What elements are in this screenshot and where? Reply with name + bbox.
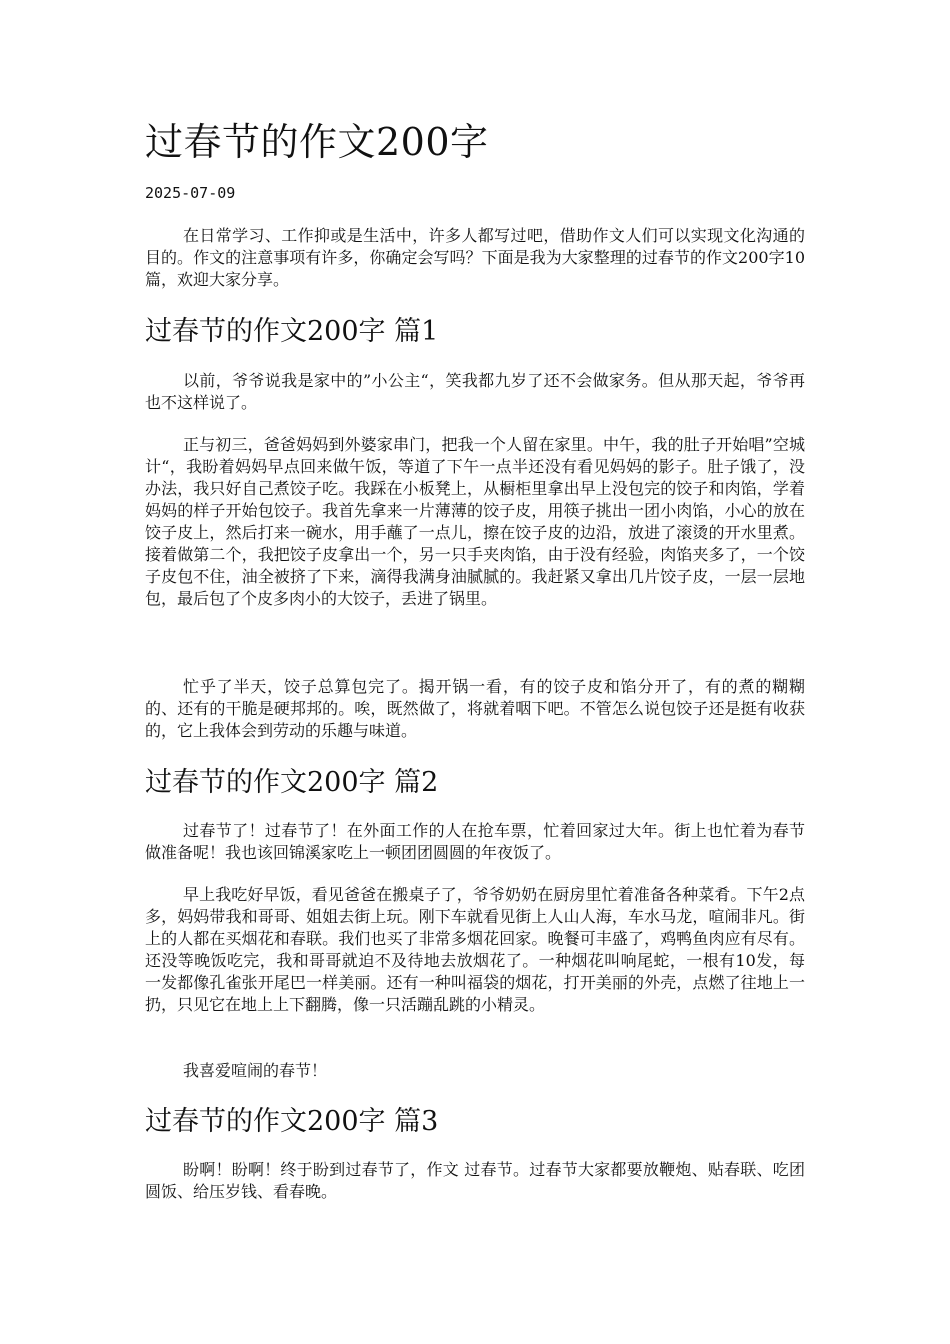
section-heading-2: 过春节的作文200字 篇2 xyxy=(145,767,439,798)
intro-paragraph: 在日常学习、工作抑或是生活中，许多人都写过吧，借助作文人们可以实现文化沟通的目的。作文的注意事项有许多，你确定会写吗？下面是我为大家整理的过春节的作文200字10篇，欢迎大家分享。 xyxy=(145,226,805,289)
section-2-paragraph-3: 我喜爱喧闹的春节！ xyxy=(183,1061,328,1080)
section-2-paragraph-2: 早上我吃好早饭，看见爸爸在搬桌子了，爷爷奶奶在厨房里忙着准备各种菜肴。下午2点多，妈妈带我和哥哥、姐姐去街上玩。刚下车就看见街上人山人海，车水马龙，喧闹非凡。街上的人都在买烟花和春联。我们也买了非常多烟花回家。晚餐可丰盛了，鸡鸭鱼肉应有尽有。还没等晚饭吃完，我和哥哥就迫不及待地去放烟花了。一种烟花叫响尾蛇，一根有10发，每一发都像孔雀张开尾巴一样美丽。还有一种叫福袋的烟花，打开美丽的外壳，点燃了往地上一扔，只见它在地上上下翻腾，像一只活蹦乱跳的小精灵。 xyxy=(145,885,805,1014)
document-title: 过春节的作文200字 xyxy=(145,120,489,164)
section-3-paragraph-1: 盼啊！盼啊！终于盼到过春节了，作文 过春节。过春节大家都要放鞭炮、贴春联、吃团圆饭、给压岁钱、看春晚。 xyxy=(145,1160,805,1201)
section-2-paragraph-1: 过春节了！过春节了！在外面工作的人在抢车票，忙着回家过大年。街上也忙着为春节做准备呢！我也该回锦溪家吃上一顿团团圆圆的年夜饭了。 xyxy=(145,821,805,862)
section-1-paragraph-1: 以前，爷爷说我是家中的”小公主“，笑我都九岁了还不会做家务。但从那天起，爷爷再也不这样说了。 xyxy=(145,371,805,412)
section-heading-1: 过春节的作文200字 篇1 xyxy=(145,316,439,347)
section-1-paragraph-2: 正与初三，爸爸妈妈到外婆家串门，把我一个人留在家里。中午，我的肚子开始唱”空城计“，我盼着妈妈早点回来做午饭，等道了下午一点半还没有看见妈妈的影子。肚子饿了，没办法，我只好自己煮饺子吃。我踩在小板凳上，从橱柜里拿出早上没包完的饺子和肉馅，学着妈妈的样子开始包饺子。我首先拿来一片薄薄的饺子皮，用筷子挑出一团小肉馅，小心的放在饺子皮上，然后打来一碗水，用手蘸了一点儿，擦在饺子皮的边沿，放进了滚烫的开水里煮。接着做第二个，我把饺子皮拿出一个，另一只手夹肉馅，由于没有经验，肉馅夹多了，一个饺子皮包不住，油全被挤了下来，滴得我满身油腻腻的。我赶紧又拿出几片饺子皮，一层一层地包，最后包了个皮多肉小的大饺子，丢进了锅里。 xyxy=(145,435,805,608)
section-1-paragraph-3: 忙乎了半天，饺子总算包完了。揭开锅一看，有的饺子皮和馅分开了，有的煮的糊糊的、还有的干脆是硬邦邦的。唉，既然做了，将就着咽下吧。不管怎么说包饺子还是挺有收获的，它上我体会到劳动的乐趣与味道。 xyxy=(145,677,805,740)
section-heading-3: 过春节的作文200字 篇3 xyxy=(145,1106,439,1137)
publish-date: 2025-07-09 xyxy=(145,184,236,202)
